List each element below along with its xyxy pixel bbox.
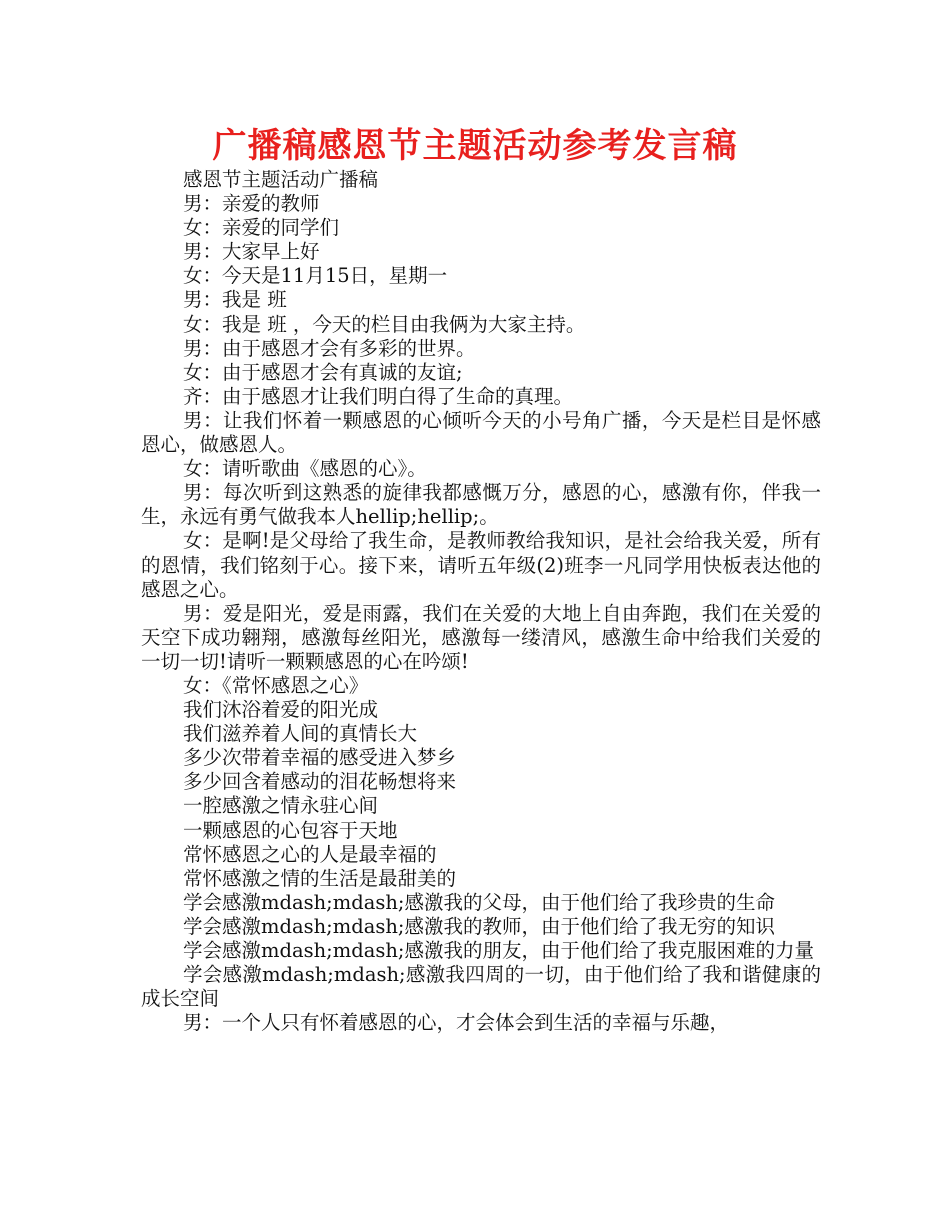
paragraph: 男：亲爱的教师 bbox=[183, 192, 320, 216]
paragraph: 感恩节主题活动广播稿 bbox=[183, 168, 379, 191]
poem-line: 我们沐浴着爱的阳光成 bbox=[183, 698, 379, 722]
paragraph: 女：《常怀感恩之心》 bbox=[183, 673, 369, 697]
poem-line: 多少次带着幸福的感受进入梦乡 bbox=[183, 746, 457, 770]
poem-line: 一颗感恩的心包容于天地 bbox=[183, 818, 398, 842]
poem-line: 常怀感恩之心的人是最幸福的 bbox=[183, 842, 437, 866]
paragraph: 男：爱是阳光，爱是雨露，我们在关爱的大地上自由奔跑，我们在关爱的天空下成功翱翔，感激每丝阳光，感激每一缕清风，感激生命中给我们关爱的一切一切!请听一颗颗感恩的心在吟颂! bbox=[141, 601, 821, 673]
paragraph: 男：由于感恩才会有多彩的世界。 bbox=[183, 336, 476, 360]
paragraph: 女：由于感恩才会有真诚的友谊; bbox=[183, 360, 463, 384]
poem-line: 学会感激mdash;mdash;感激我的教师，由于他们给了我无穷的知识 bbox=[183, 914, 775, 938]
paragraph: 男：大家早上好 bbox=[183, 240, 320, 264]
paragraph: 男：一个人只有怀着感恩的心，才会体会到生活的幸福与乐趣， bbox=[183, 1011, 730, 1035]
poem-line: 学会感激mdash;mdash;感激我的朋友，由于他们给了我克服困难的力量 bbox=[183, 939, 814, 962]
document-title: 广播稿感恩节主题活动参考发言稿 bbox=[212, 126, 738, 166]
poem-line: 多少回含着感动的泪花畅想将来 bbox=[183, 770, 457, 794]
paragraph: 女：我是 班 ，今天的栏目由我俩为大家主持。 bbox=[183, 312, 586, 336]
paragraph: 女：今天是11月15日，星期一 bbox=[183, 264, 448, 288]
paragraph: 女：请听歌曲《感恩的心》。 bbox=[183, 457, 427, 481]
paragraph: 男：我是 班 bbox=[183, 288, 287, 312]
paragraph: 男：每次听到这熟悉的旋律我都感慨万分，感恩的心，感激有你，伴我一生，永远有勇气做我本人hellip;hellip;。 bbox=[141, 481, 821, 529]
document-body bbox=[141, 168, 821, 1035]
paragraph: 齐：由于感恩才让我们明白得了生命的真理。 bbox=[183, 384, 574, 408]
poem-line: 学会感激mdash;mdash;感激我四周的一切，由于他们给了我和谐健康的成长空间 bbox=[141, 963, 821, 1011]
paragraph: 男：让我们怀着一颗感恩的心倾听今天的小号角广播，今天是栏目是怀感恩心，做感恩人。 bbox=[141, 408, 821, 457]
paragraph: 女：是啊!是父母给了我生命，是教师教给我知识，是社会给我关爱，所有的恩情，我们铭刻于心。接下来，请听五年级(2)班李一凡同学用快板表达他的感恩之心。 bbox=[141, 529, 821, 601]
poem-line: 学会感激mdash;mdash;感激我的父母，由于他们给了我珍贵的生命 bbox=[183, 890, 775, 914]
poem-line: 我们滋养着人间的真情长大 bbox=[183, 722, 418, 746]
poem-line: 一腔感激之情永驻心间 bbox=[183, 794, 379, 818]
poem-line: 常怀感激之情的生活是最甜美的 bbox=[183, 866, 457, 890]
paragraph: 女：亲爱的同学们 bbox=[183, 216, 340, 240]
